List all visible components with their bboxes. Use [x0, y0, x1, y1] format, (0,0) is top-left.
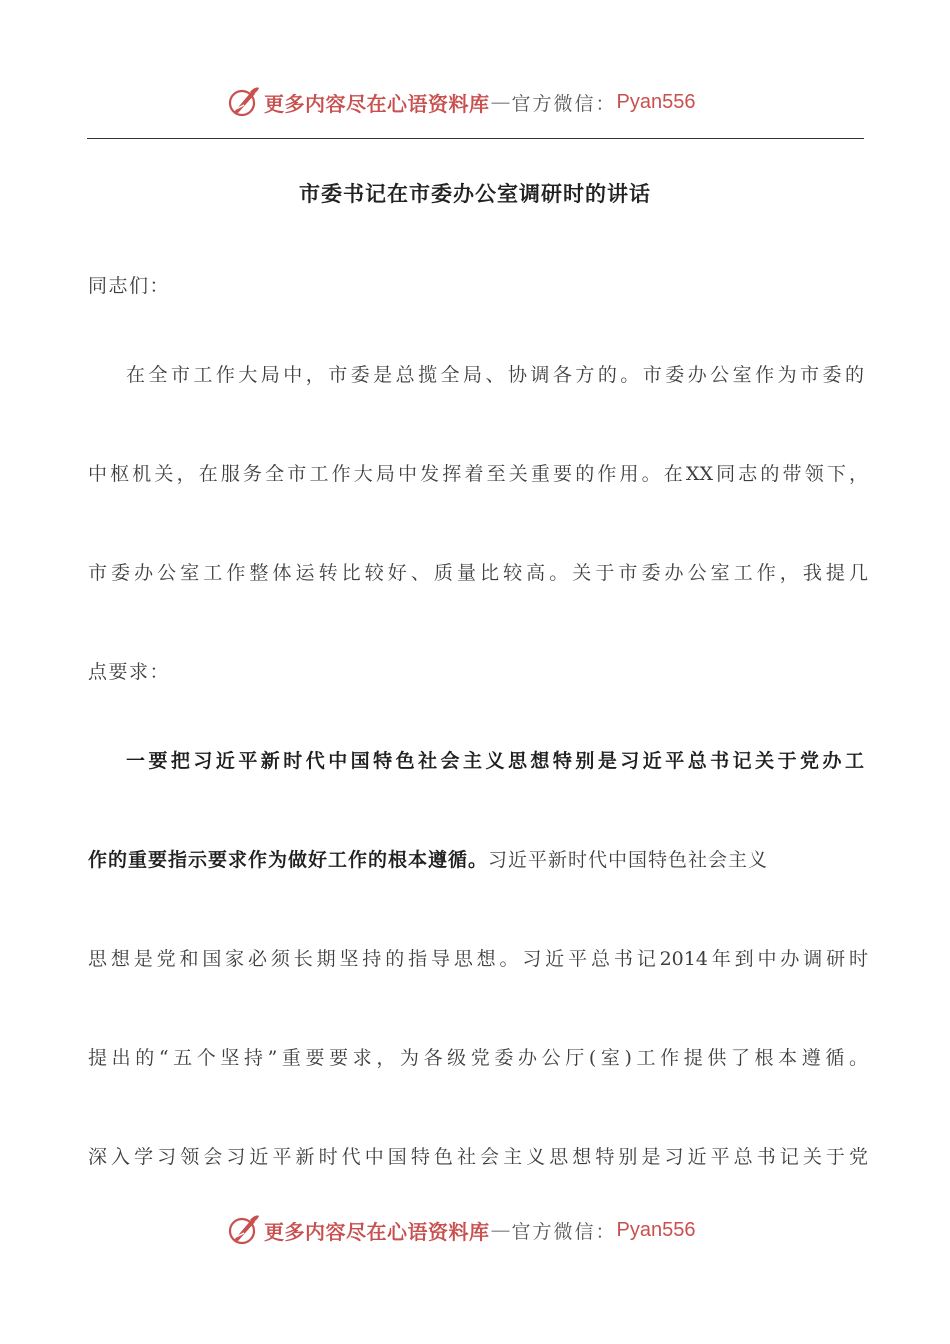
paragraph-1-line-1: 在全市工作大局中，市委是总揽全局、协调各方的。市委办公室作为市委的 [126, 364, 864, 386]
paragraph-2-line-3: 思想是党和国家必须长期坚持的指导思想。习近平总书记2014年到中办调研时 [88, 948, 868, 970]
paragraph-1-line-4: 点要求： [88, 661, 171, 683]
watermark-official-label: 官方微信： [511, 92, 617, 115]
watermark-dash: — [490, 1218, 511, 1242]
watermark-name: 更多内容尽在心语资料库 [264, 1219, 490, 1244]
paragraph-2-bold-lead: 作的重要指示要求作为做好工作的根本遵循。 [88, 849, 489, 871]
watermark-name: 更多内容尽在心语资料库 [264, 91, 490, 116]
watermark-footer [226, 1212, 695, 1248]
quill-logo-icon [226, 85, 260, 119]
paragraph-2-line-5: 深入学习领会习近平新时代中国特色社会主义思想特别是习近平总书记关于党 [88, 1146, 868, 1168]
paragraph-2-line-4: 提出的“五个坚持”重要要求，为各级党委办公厅(室)工作提供了根本遵循。 [88, 1047, 868, 1069]
salutation: 同志们： [88, 275, 171, 297]
watermark-wechat-id: Pyan556 [616, 90, 696, 113]
paragraph-1-line-3: 市委办公室工作整体运转比较好、质量比较高。关于市委办公室工作，我提几 [88, 562, 868, 584]
paragraph-1-line-2: 中枢机关，在服务全市工作大局中发挥着至关重要的作用。在XX同志的带领下， [88, 463, 868, 485]
watermark-dash: — [490, 90, 511, 114]
watermark-official-label: 官方微信： [511, 1220, 617, 1243]
quill-logo-icon [226, 1213, 260, 1247]
paragraph-2-line-2-rest: 习近平新时代中国特色社会主义 [488, 849, 769, 871]
document-title: 市委书记在市委办公室调研时的讲话 [299, 181, 651, 206]
paragraph-2-bold-line-1: 一要把习近平新时代中国特色社会主义思想特别是习近平总书记关于党办工 [126, 750, 864, 772]
watermark-header [226, 84, 695, 120]
watermark-wechat-id: Pyan556 [616, 1218, 696, 1241]
paragraph-2-line-2 [88, 846, 868, 874]
header-divider [87, 138, 864, 139]
